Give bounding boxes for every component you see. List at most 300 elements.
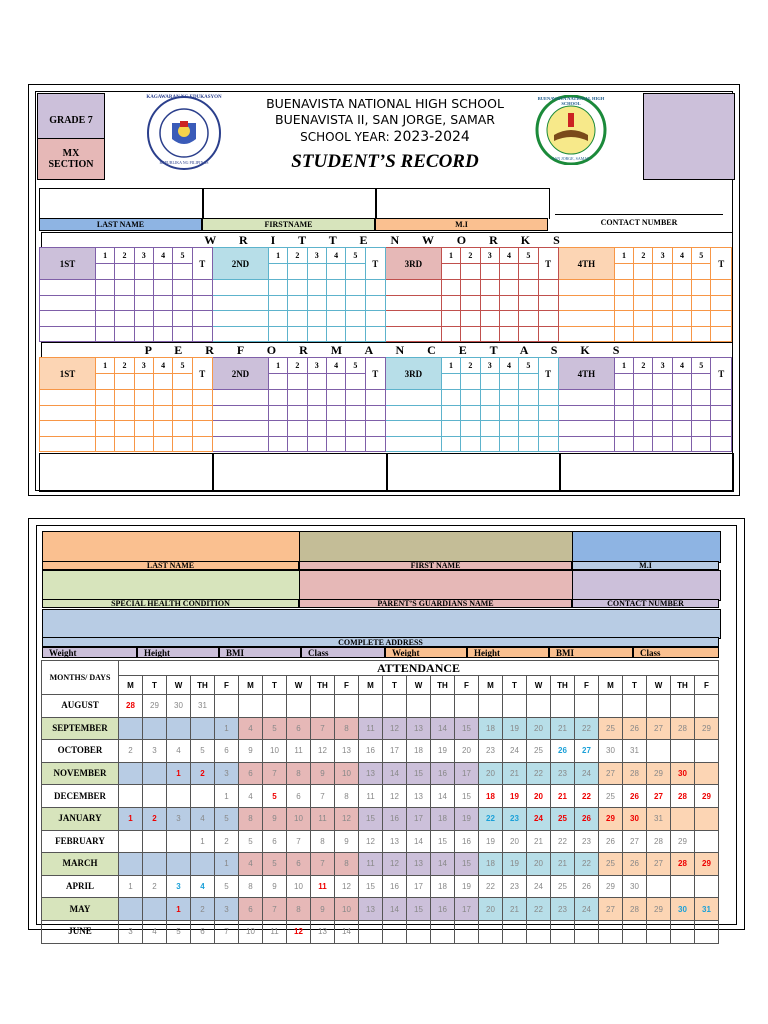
score-cell[interactable] <box>634 405 653 421</box>
address-field[interactable] <box>42 609 721 639</box>
attendance-day-cell[interactable] <box>239 695 263 718</box>
score-cell[interactable] <box>40 390 96 406</box>
score-cell[interactable] <box>268 436 287 452</box>
attendance-day-cell[interactable]: 9 <box>311 898 335 921</box>
attendance-day-cell[interactable]: 22 <box>479 807 503 830</box>
score-cell[interactable] <box>173 295 192 311</box>
score-cell[interactable] <box>461 390 480 406</box>
score-cell[interactable] <box>365 311 385 327</box>
attendance-day-cell[interactable]: 19 <box>455 875 479 898</box>
attendance-day-cell[interactable]: 25 <box>527 740 551 763</box>
attendance-day-cell[interactable]: 9 <box>311 762 335 785</box>
score-cell[interactable] <box>672 421 691 437</box>
attendance-day-cell[interactable]: 25 <box>551 807 575 830</box>
attendance-day-cell[interactable]: 19 <box>503 853 527 876</box>
score-cell[interactable] <box>499 295 518 311</box>
score-cell[interactable] <box>288 280 307 296</box>
attendance-day-cell[interactable]: 24 <box>527 807 551 830</box>
score-cell[interactable] <box>653 436 672 452</box>
attendance-day-cell[interactable] <box>575 695 599 718</box>
attendance-day-cell[interactable]: 4 <box>239 717 263 740</box>
attendance-day-cell[interactable]: 20 <box>455 740 479 763</box>
attendance-day-cell[interactable] <box>407 920 431 943</box>
attendance-day-cell[interactable]: 8 <box>335 853 359 876</box>
score-cell[interactable] <box>441 311 460 327</box>
attendance-day-cell[interactable]: 8 <box>311 830 335 853</box>
attendance-day-cell[interactable]: 16 <box>383 807 407 830</box>
attendance-day-cell[interactable]: 13 <box>407 853 431 876</box>
score-cell[interactable] <box>346 421 365 437</box>
summary-box-3[interactable] <box>386 453 561 492</box>
attendance-day-cell[interactable]: 13 <box>335 740 359 763</box>
attendance-day-cell[interactable]: 8 <box>335 717 359 740</box>
attendance-day-cell[interactable]: 16 <box>359 740 383 763</box>
attendance-day-cell[interactable] <box>287 695 311 718</box>
attendance-day-cell[interactable]: 28 <box>623 762 647 785</box>
score-cell[interactable] <box>653 405 672 421</box>
score-cell[interactable] <box>558 326 614 342</box>
attendance-day-cell[interactable]: 27 <box>599 898 623 921</box>
profile-last-name-field[interactable] <box>42 531 301 563</box>
attendance-day-cell[interactable]: 5 <box>263 717 287 740</box>
attendance-day-cell[interactable]: 31 <box>623 740 647 763</box>
score-cell[interactable] <box>115 326 134 342</box>
attendance-day-cell[interactable] <box>695 740 719 763</box>
score-cell[interactable] <box>499 326 518 342</box>
score-cell[interactable] <box>268 311 287 327</box>
score-cell[interactable] <box>692 405 711 421</box>
attendance-day-cell[interactable]: 16 <box>383 875 407 898</box>
attendance-day-cell[interactable]: 4 <box>191 807 215 830</box>
attendance-day-cell[interactable]: 26 <box>575 807 599 830</box>
attendance-day-cell[interactable]: 12 <box>359 830 383 853</box>
health-condition-field[interactable] <box>42 570 301 601</box>
score-cell[interactable] <box>385 405 441 421</box>
attendance-day-cell[interactable] <box>671 740 695 763</box>
score-cell[interactable] <box>538 311 558 327</box>
score-cell[interactable] <box>40 421 96 437</box>
score-cell[interactable] <box>538 421 558 437</box>
score-cell[interactable] <box>385 280 441 296</box>
score-cell[interactable] <box>480 326 499 342</box>
attendance-day-cell[interactable]: 28 <box>647 830 671 853</box>
score-cell[interactable] <box>134 405 153 421</box>
score-cell[interactable] <box>326 436 345 452</box>
attendance-day-cell[interactable]: 4 <box>191 875 215 898</box>
attendance-day-cell[interactable]: 29 <box>695 785 719 808</box>
attendance-day-cell[interactable]: 20 <box>479 898 503 921</box>
score-cell[interactable] <box>212 405 268 421</box>
attendance-day-cell[interactable]: 20 <box>479 762 503 785</box>
attendance-day-cell[interactable]: 30 <box>167 695 191 718</box>
attendance-day-cell[interactable]: 14 <box>407 830 431 853</box>
attendance-day-cell[interactable] <box>455 695 479 718</box>
attendance-day-cell[interactable]: 22 <box>527 762 551 785</box>
score-cell[interactable] <box>40 326 96 342</box>
score-cell[interactable] <box>326 326 345 342</box>
attendance-day-cell[interactable]: 2 <box>191 762 215 785</box>
attendance-day-cell[interactable]: 28 <box>671 785 695 808</box>
attendance-day-cell[interactable]: 29 <box>695 853 719 876</box>
attendance-day-cell[interactable]: 12 <box>383 717 407 740</box>
attendance-day-cell[interactable]: 8 <box>287 898 311 921</box>
score-cell[interactable] <box>538 405 558 421</box>
score-cell[interactable] <box>40 280 96 296</box>
attendance-day-cell[interactable]: 14 <box>335 920 359 943</box>
score-cell[interactable] <box>268 326 287 342</box>
attendance-day-cell[interactable]: 18 <box>407 740 431 763</box>
score-cell[interactable] <box>653 280 672 296</box>
score-cell[interactable] <box>153 436 172 452</box>
attendance-day-cell[interactable]: 17 <box>383 740 407 763</box>
score-cell[interactable] <box>346 390 365 406</box>
attendance-day-cell[interactable]: 25 <box>551 875 575 898</box>
score-cell[interactable] <box>212 421 268 437</box>
attendance-day-cell[interactable] <box>623 695 647 718</box>
score-cell[interactable] <box>480 295 499 311</box>
attendance-day-cell[interactable]: 30 <box>671 762 695 785</box>
score-cell[interactable] <box>441 280 460 296</box>
attendance-day-cell[interactable]: 19 <box>455 807 479 830</box>
score-cell[interactable] <box>95 280 114 296</box>
attendance-day-cell[interactable]: 7 <box>263 898 287 921</box>
score-cell[interactable] <box>153 390 172 406</box>
attendance-day-cell[interactable]: 3 <box>215 898 239 921</box>
attendance-day-cell[interactable]: 23 <box>479 740 503 763</box>
score-cell[interactable] <box>385 311 441 327</box>
attendance-day-cell[interactable]: 12 <box>335 875 359 898</box>
score-cell[interactable] <box>134 326 153 342</box>
attendance-day-cell[interactable] <box>167 785 191 808</box>
attendance-day-cell[interactable]: 11 <box>359 717 383 740</box>
attendance-day-cell[interactable] <box>263 695 287 718</box>
score-cell[interactable] <box>558 390 614 406</box>
score-cell[interactable] <box>153 405 172 421</box>
score-cell[interactable] <box>212 390 268 406</box>
score-cell[interactable] <box>634 311 653 327</box>
attendance-day-cell[interactable]: 5 <box>215 875 239 898</box>
score-cell[interactable] <box>95 390 114 406</box>
attendance-day-cell[interactable]: 1 <box>119 807 143 830</box>
score-cell[interactable] <box>346 311 365 327</box>
score-cell[interactable] <box>115 405 134 421</box>
attendance-day-cell[interactable]: 7 <box>215 920 239 943</box>
attendance-day-cell[interactable]: 30 <box>623 875 647 898</box>
score-cell[interactable] <box>634 421 653 437</box>
attendance-day-cell[interactable]: 6 <box>287 717 311 740</box>
attendance-day-cell[interactable]: 6 <box>215 740 239 763</box>
score-cell[interactable] <box>346 436 365 452</box>
score-cell[interactable] <box>173 421 192 437</box>
attendance-day-cell[interactable]: 6 <box>239 762 263 785</box>
score-cell[interactable] <box>346 405 365 421</box>
attendance-day-cell[interactable]: 10 <box>335 898 359 921</box>
score-cell[interactable] <box>192 390 212 406</box>
attendance-day-cell[interactable]: 1 <box>215 785 239 808</box>
attendance-day-cell[interactable]: 21 <box>551 717 575 740</box>
attendance-day-cell[interactable]: 6 <box>287 785 311 808</box>
score-cell[interactable] <box>711 405 732 421</box>
attendance-day-cell[interactable]: 5 <box>191 740 215 763</box>
attendance-day-cell[interactable]: 5 <box>263 785 287 808</box>
score-cell[interactable] <box>711 421 732 437</box>
attendance-day-cell[interactable]: 12 <box>335 807 359 830</box>
score-cell[interactable] <box>268 295 287 311</box>
attendance-day-cell[interactable] <box>503 695 527 718</box>
score-cell[interactable] <box>711 311 732 327</box>
attendance-day-cell[interactable]: 7 <box>311 785 335 808</box>
attendance-day-cell[interactable]: 22 <box>575 785 599 808</box>
score-cell[interactable] <box>346 295 365 311</box>
attendance-day-cell[interactable]: 28 <box>671 853 695 876</box>
score-cell[interactable] <box>461 421 480 437</box>
score-cell[interactable] <box>288 405 307 421</box>
score-cell[interactable] <box>441 421 460 437</box>
attendance-day-cell[interactable] <box>503 920 527 943</box>
attendance-day-cell[interactable]: 15 <box>407 762 431 785</box>
attendance-day-cell[interactable]: 14 <box>383 762 407 785</box>
attendance-day-cell[interactable]: 30 <box>623 807 647 830</box>
attendance-day-cell[interactable]: 20 <box>503 830 527 853</box>
attendance-day-cell[interactable] <box>407 695 431 718</box>
attendance-day-cell[interactable]: 8 <box>335 785 359 808</box>
attendance-day-cell[interactable] <box>671 695 695 718</box>
score-cell[interactable] <box>692 280 711 296</box>
score-cell[interactable] <box>326 280 345 296</box>
score-cell[interactable] <box>538 390 558 406</box>
score-cell[interactable] <box>480 311 499 327</box>
score-cell[interactable] <box>634 280 653 296</box>
score-cell[interactable] <box>499 436 518 452</box>
first-name-field[interactable] <box>202 188 377 219</box>
attendance-day-cell[interactable] <box>431 695 455 718</box>
score-cell[interactable] <box>307 436 326 452</box>
score-cell[interactable] <box>288 436 307 452</box>
attendance-day-cell[interactable]: 11 <box>359 785 383 808</box>
attendance-day-cell[interactable] <box>359 920 383 943</box>
score-cell[interactable] <box>134 280 153 296</box>
score-cell[interactable] <box>558 295 614 311</box>
attendance-day-cell[interactable]: 13 <box>383 830 407 853</box>
score-cell[interactable] <box>711 295 732 311</box>
attendance-day-cell[interactable]: 21 <box>551 785 575 808</box>
attendance-day-cell[interactable]: 1 <box>215 853 239 876</box>
attendance-day-cell[interactable]: 29 <box>695 717 719 740</box>
attendance-day-cell[interactable]: 26 <box>623 717 647 740</box>
score-cell[interactable] <box>672 311 691 327</box>
score-cell[interactable] <box>672 295 691 311</box>
attendance-day-cell[interactable]: 4 <box>239 853 263 876</box>
score-cell[interactable] <box>288 326 307 342</box>
score-cell[interactable] <box>499 311 518 327</box>
score-cell[interactable] <box>519 311 538 327</box>
attendance-day-cell[interactable] <box>695 807 719 830</box>
attendance-day-cell[interactable] <box>695 762 719 785</box>
attendance-day-cell[interactable]: 4 <box>239 785 263 808</box>
attendance-day-cell[interactable]: 29 <box>671 830 695 853</box>
score-cell[interactable] <box>519 326 538 342</box>
attendance-day-cell[interactable] <box>143 898 167 921</box>
score-cell[interactable] <box>441 405 460 421</box>
score-cell[interactable] <box>212 295 268 311</box>
score-cell[interactable] <box>711 436 732 452</box>
attendance-day-cell[interactable] <box>647 875 671 898</box>
attendance-day-cell[interactable]: 6 <box>263 830 287 853</box>
score-cell[interactable] <box>634 295 653 311</box>
score-cell[interactable] <box>461 326 480 342</box>
score-cell[interactable] <box>519 390 538 406</box>
score-cell[interactable] <box>711 390 732 406</box>
score-cell[interactable] <box>461 280 480 296</box>
attendance-day-cell[interactable] <box>599 920 623 943</box>
attendance-day-cell[interactable]: 1 <box>215 717 239 740</box>
attendance-day-cell[interactable] <box>143 762 167 785</box>
attendance-day-cell[interactable]: 25 <box>599 785 623 808</box>
attendance-day-cell[interactable]: 13 <box>359 898 383 921</box>
attendance-day-cell[interactable]: 24 <box>503 740 527 763</box>
attendance-day-cell[interactable]: 24 <box>575 898 599 921</box>
attendance-day-cell[interactable]: 8 <box>239 807 263 830</box>
attendance-day-cell[interactable]: 26 <box>575 875 599 898</box>
score-cell[interactable] <box>307 280 326 296</box>
summary-box-4[interactable] <box>559 453 734 492</box>
attendance-day-cell[interactable]: 9 <box>335 830 359 853</box>
score-cell[interactable] <box>385 295 441 311</box>
attendance-day-cell[interactable]: 7 <box>287 830 311 853</box>
attendance-day-cell[interactable] <box>695 875 719 898</box>
attendance-day-cell[interactable]: 9 <box>263 875 287 898</box>
score-cell[interactable] <box>614 280 633 296</box>
attendance-day-cell[interactable]: 16 <box>455 830 479 853</box>
attendance-day-cell[interactable] <box>431 920 455 943</box>
attendance-day-cell[interactable]: 26 <box>551 740 575 763</box>
score-cell[interactable] <box>634 326 653 342</box>
attendance-day-cell[interactable] <box>551 920 575 943</box>
attendance-day-cell[interactable] <box>383 695 407 718</box>
attendance-day-cell[interactable]: 24 <box>527 875 551 898</box>
attendance-day-cell[interactable]: 6 <box>191 920 215 943</box>
attendance-day-cell[interactable]: 15 <box>359 875 383 898</box>
score-cell[interactable] <box>212 311 268 327</box>
score-cell[interactable] <box>307 326 326 342</box>
attendance-day-cell[interactable] <box>191 785 215 808</box>
score-cell[interactable] <box>326 421 345 437</box>
attendance-day-cell[interactable]: 23 <box>551 898 575 921</box>
score-cell[interactable] <box>634 436 653 452</box>
attendance-day-cell[interactable]: 18 <box>479 717 503 740</box>
attendance-day-cell[interactable] <box>167 717 191 740</box>
score-cell[interactable] <box>173 326 192 342</box>
attendance-day-cell[interactable]: 20 <box>527 853 551 876</box>
score-cell[interactable] <box>115 280 134 296</box>
score-cell[interactable] <box>692 295 711 311</box>
attendance-day-cell[interactable] <box>119 898 143 921</box>
attendance-day-cell[interactable]: 2 <box>191 898 215 921</box>
attendance-day-cell[interactable]: 15 <box>455 785 479 808</box>
attendance-day-cell[interactable]: 21 <box>527 830 551 853</box>
attendance-day-cell[interactable]: 5 <box>215 807 239 830</box>
attendance-day-cell[interactable]: 6 <box>287 853 311 876</box>
attendance-day-cell[interactable]: 2 <box>119 740 143 763</box>
score-cell[interactable] <box>614 326 633 342</box>
score-cell[interactable] <box>95 405 114 421</box>
attendance-day-cell[interactable] <box>119 762 143 785</box>
score-cell[interactable] <box>365 326 385 342</box>
attendance-day-cell[interactable] <box>167 830 191 853</box>
score-cell[interactable] <box>558 311 614 327</box>
attendance-day-cell[interactable]: 20 <box>527 717 551 740</box>
contact-field[interactable] <box>572 570 721 601</box>
score-cell[interactable] <box>40 436 96 452</box>
score-cell[interactable] <box>499 405 518 421</box>
score-cell[interactable] <box>538 326 558 342</box>
attendance-day-cell[interactable]: 17 <box>455 762 479 785</box>
score-cell[interactable] <box>288 295 307 311</box>
score-cell[interactable] <box>634 390 653 406</box>
attendance-day-cell[interactable]: 19 <box>503 785 527 808</box>
attendance-day-cell[interactable]: 8 <box>287 762 311 785</box>
score-cell[interactable] <box>538 280 558 296</box>
score-cell[interactable] <box>153 280 172 296</box>
attendance-day-cell[interactable] <box>119 830 143 853</box>
attendance-day-cell[interactable]: 21 <box>551 853 575 876</box>
attendance-day-cell[interactable]: 7 <box>311 717 335 740</box>
summary-box-2[interactable] <box>212 453 388 492</box>
score-cell[interactable] <box>192 326 212 342</box>
attendance-day-cell[interactable]: 22 <box>575 717 599 740</box>
score-cell[interactable] <box>346 326 365 342</box>
attendance-day-cell[interactable]: 31 <box>191 695 215 718</box>
attendance-day-cell[interactable]: 11 <box>311 875 335 898</box>
score-cell[interactable] <box>173 405 192 421</box>
attendance-day-cell[interactable]: 29 <box>647 762 671 785</box>
score-cell[interactable] <box>711 326 732 342</box>
score-cell[interactable] <box>385 436 441 452</box>
summary-box-1[interactable] <box>39 453 214 492</box>
score-cell[interactable] <box>115 436 134 452</box>
score-cell[interactable] <box>480 405 499 421</box>
score-cell[interactable] <box>480 390 499 406</box>
attendance-day-cell[interactable] <box>335 695 359 718</box>
score-cell[interactable] <box>192 311 212 327</box>
score-cell[interactable] <box>134 295 153 311</box>
score-cell[interactable] <box>326 405 345 421</box>
attendance-day-cell[interactable]: 26 <box>623 785 647 808</box>
attendance-day-cell[interactable]: 28 <box>623 898 647 921</box>
attendance-day-cell[interactable]: 7 <box>311 853 335 876</box>
attendance-day-cell[interactable]: 1 <box>167 898 191 921</box>
attendance-day-cell[interactable]: 31 <box>647 807 671 830</box>
attendance-day-cell[interactable] <box>671 920 695 943</box>
attendance-day-cell[interactable]: 20 <box>527 785 551 808</box>
attendance-day-cell[interactable]: 29 <box>599 875 623 898</box>
score-cell[interactable] <box>385 326 441 342</box>
attendance-day-cell[interactable]: 23 <box>575 830 599 853</box>
score-cell[interactable] <box>365 280 385 296</box>
attendance-day-cell[interactable]: 4 <box>167 740 191 763</box>
score-cell[interactable] <box>461 436 480 452</box>
attendance-day-cell[interactable]: 24 <box>575 762 599 785</box>
attendance-day-cell[interactable]: 14 <box>431 717 455 740</box>
attendance-day-cell[interactable] <box>191 717 215 740</box>
score-cell[interactable] <box>95 421 114 437</box>
attendance-day-cell[interactable]: 13 <box>407 717 431 740</box>
score-cell[interactable] <box>441 436 460 452</box>
score-cell[interactable] <box>288 390 307 406</box>
score-cell[interactable] <box>499 280 518 296</box>
attendance-day-cell[interactable] <box>191 853 215 876</box>
attendance-day-cell[interactable]: 28 <box>671 717 695 740</box>
